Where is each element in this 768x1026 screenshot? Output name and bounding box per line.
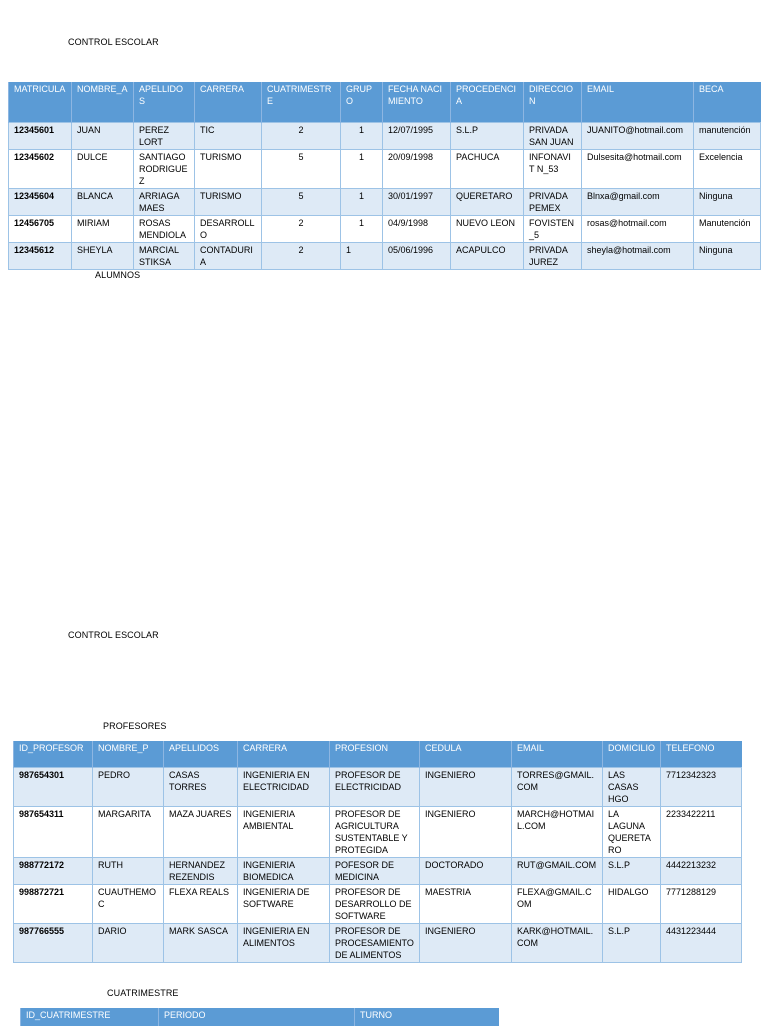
table-row xyxy=(14,924,742,963)
table-cell: PROFESOR DE DESARROLLO DE SOFTWARE xyxy=(330,885,420,924)
col-header-telefono: TELEFONO xyxy=(661,741,742,768)
section-title: CONTROL ESCOLAR xyxy=(68,630,159,640)
col-header-grupo: GRUPO xyxy=(341,82,383,123)
table-row xyxy=(9,243,761,270)
table-cell: CONTADURIA xyxy=(195,243,262,270)
table-cell: POFESOR DE MEDICINA xyxy=(330,858,420,885)
table-cell: ACAPULCO xyxy=(451,243,524,270)
col-header-email: EMAIL xyxy=(512,741,603,768)
table-cell: PROFESOR DE PROCESAMIENTO DE ALIMENTOS xyxy=(330,924,420,963)
table-cell: BLANCA xyxy=(72,189,134,216)
table-cell: MARGARITA xyxy=(93,807,164,858)
table-cell: 12345612 xyxy=(9,243,72,270)
table-cell: rosas@hotmail.com xyxy=(582,216,694,243)
table-cell: Blnxa@gmail.com xyxy=(582,189,694,216)
table-row xyxy=(9,216,761,243)
table-cell: 2 xyxy=(262,243,341,270)
table-cell: manutención xyxy=(694,123,761,150)
table-cell: S.L.P xyxy=(603,858,661,885)
col-header-id-profesor: ID_PROFESOR xyxy=(14,741,93,768)
cuatrimestre-caption: CUATRIMESTRE xyxy=(107,988,179,998)
table-cell: PROFESOR DE ELECTRICIDAD xyxy=(330,768,420,807)
table-cell: TIC xyxy=(195,123,262,150)
table-cell: INFONAVIT N_53 xyxy=(524,150,582,189)
table-cell: Excelencia xyxy=(694,150,761,189)
table-cell: JUAN xyxy=(72,123,134,150)
table-cell: INGENIERIA DE SOFTWARE xyxy=(238,885,330,924)
col-header-cuatrimestre: CUATRIMESTRE xyxy=(262,82,341,123)
table-cell: INGENIERO xyxy=(420,768,512,807)
alumnos-table xyxy=(8,82,761,270)
table-cell: 12345601 xyxy=(9,123,72,150)
table-cell: 1 xyxy=(341,243,383,270)
table-cell: MARCIAL STIKSA xyxy=(134,243,195,270)
table-cell: 20/09/1998 xyxy=(383,150,451,189)
table-cell: SHEYLA xyxy=(72,243,134,270)
col-header-nombre: NOMBRE_P xyxy=(93,741,164,768)
table-cell: MAZA JUARES xyxy=(164,807,238,858)
col-header-carrera: CARRERA xyxy=(238,741,330,768)
table-cell: HIDALGO xyxy=(603,885,661,924)
table-cell: INGENIERO xyxy=(420,924,512,963)
alumnos-header-row xyxy=(9,82,761,123)
col-header-apellidos: APELLIDOS xyxy=(164,741,238,768)
table-cell: MARK SASCA xyxy=(164,924,238,963)
cuatrimestre-header-row xyxy=(21,1008,499,1026)
col-header-apellidos: APELLIDOS xyxy=(134,82,195,123)
table-row xyxy=(14,807,742,858)
table-cell: 4431223444 xyxy=(661,924,742,963)
table-cell: S.L.P xyxy=(603,924,661,963)
col-header-id-cuatrimestre: ID_CUATRIMESTRE xyxy=(21,1008,159,1026)
table-cell: Ninguna xyxy=(694,243,761,270)
table-row xyxy=(14,885,742,924)
table-cell: 998872721 xyxy=(14,885,93,924)
table-cell: KARK@HOTMAIL.COM xyxy=(512,924,603,963)
table-cell: TURISMO xyxy=(195,189,262,216)
table-cell: DULCE xyxy=(72,150,134,189)
table-cell: 5 xyxy=(262,189,341,216)
profesores-caption: PROFESORES xyxy=(103,721,167,731)
col-header-email: EMAIL xyxy=(582,82,694,123)
table-cell: RUT@GMAIL.COM xyxy=(512,858,603,885)
col-header-nombre: NOMBRE_A xyxy=(72,82,134,123)
table-cell: 2233422211 xyxy=(661,807,742,858)
table-cell: QUERETARO xyxy=(451,189,524,216)
table-cell: 4442213232 xyxy=(661,858,742,885)
table-cell: 30/01/1997 xyxy=(383,189,451,216)
table-cell: 1 xyxy=(341,189,383,216)
table-cell: PACHUCA xyxy=(451,150,524,189)
table-cell: MARCH@HOTMAIL.COM xyxy=(512,807,603,858)
table-cell: PRIVADA JUREZ xyxy=(524,243,582,270)
profesores-table xyxy=(13,741,742,963)
table-row xyxy=(9,189,761,216)
table-cell: LAS CASAS HGO xyxy=(603,768,661,807)
table-cell: DESARROLLO xyxy=(195,216,262,243)
table-cell: sheyla@hotmail.com xyxy=(582,243,694,270)
table-cell: PRIVADA SAN JUAN xyxy=(524,123,582,150)
table-cell: INGENIERIA EN ELECTRICIDAD xyxy=(238,768,330,807)
table-cell: NUEVO LEON xyxy=(451,216,524,243)
col-header-matricula: MATRICULA xyxy=(9,82,72,123)
col-header-fecha-nacimiento: FECHA NACIMIENTO xyxy=(383,82,451,123)
table-cell: INGENIERIA AMBIENTAL xyxy=(238,807,330,858)
table-cell: CASAS TORRES xyxy=(164,768,238,807)
document-title: CONTROL ESCOLAR xyxy=(68,37,159,47)
table-cell: 987654301 xyxy=(14,768,93,807)
table-cell: FLEXA REALS xyxy=(164,885,238,924)
table-cell: 1 xyxy=(341,123,383,150)
table-cell: JUANITO@hotmail.com xyxy=(582,123,694,150)
table-cell: ROSAS MENDIOLA xyxy=(134,216,195,243)
table-cell: DARIO xyxy=(93,924,164,963)
col-header-periodo: PERIODO xyxy=(159,1008,355,1026)
table-cell: 2 xyxy=(262,216,341,243)
table-cell: 12/07/1995 xyxy=(383,123,451,150)
table-cell: INGENIERO xyxy=(420,807,512,858)
table-cell: TORRES@GMAIL.COM xyxy=(512,768,603,807)
table-cell: 2 xyxy=(262,123,341,150)
table-cell: 1 xyxy=(341,216,383,243)
table-cell: 12345604 xyxy=(9,189,72,216)
col-header-domicilio: DOMICILIO xyxy=(603,741,661,768)
col-header-cedula: CEDULA xyxy=(420,741,512,768)
table-cell: Ninguna xyxy=(694,189,761,216)
table-row xyxy=(14,858,742,885)
table-cell: PRIVADA PEMEX xyxy=(524,189,582,216)
table-cell: SANTIAGO RODRIGUEZ xyxy=(134,150,195,189)
table-cell: FOVISTEN_5 xyxy=(524,216,582,243)
col-header-direccion: DIRECCION xyxy=(524,82,582,123)
table-cell: 5 xyxy=(262,150,341,189)
table-cell: MAESTRIA xyxy=(420,885,512,924)
table-cell: HERNANDEZ REZENDIS xyxy=(164,858,238,885)
table-cell: PROFESOR DE AGRICULTURA SUSTENTABLE Y PROTEGIDA xyxy=(330,807,420,858)
cuatrimestre-table xyxy=(20,1008,499,1026)
table-cell: 988772172 xyxy=(14,858,93,885)
table-cell: S.L.P xyxy=(451,123,524,150)
col-header-carrera: CARRERA xyxy=(195,82,262,123)
table-row xyxy=(9,150,761,189)
table-cell: MIRIAM xyxy=(72,216,134,243)
table-cell: 12345602 xyxy=(9,150,72,189)
table-cell: LA LAGUNA QUERETARO xyxy=(603,807,661,858)
table-cell: 05/06/1996 xyxy=(383,243,451,270)
table-cell: PEREZ LORT xyxy=(134,123,195,150)
table-cell: 987766555 xyxy=(14,924,93,963)
profesores-header-row xyxy=(14,741,742,768)
table-row xyxy=(14,768,742,807)
table-cell: RUTH xyxy=(93,858,164,885)
table-row xyxy=(9,123,761,150)
table-cell: 1 xyxy=(341,150,383,189)
table-cell: 12456705 xyxy=(9,216,72,243)
table-cell: Manutención xyxy=(694,216,761,243)
col-header-profesion: PROFESION xyxy=(330,741,420,768)
table-cell: INGENIERIA BIOMEDICA xyxy=(238,858,330,885)
table-cell: Dulsesita@hotmail.com xyxy=(582,150,694,189)
col-header-turno: TURNO xyxy=(355,1008,499,1026)
table-cell: ARRIAGA MAES xyxy=(134,189,195,216)
alumnos-caption: ALUMNOS xyxy=(95,270,141,280)
table-cell: DOCTORADO xyxy=(420,858,512,885)
table-cell: TURISMO xyxy=(195,150,262,189)
table-cell: 7712342323 xyxy=(661,768,742,807)
table-cell: 7771288129 xyxy=(661,885,742,924)
table-cell: 04/9/1998 xyxy=(383,216,451,243)
table-cell: PEDRO xyxy=(93,768,164,807)
col-header-beca: BECA xyxy=(694,82,761,123)
table-cell: FLEXA@GMAIL.COM xyxy=(512,885,603,924)
table-cell: CUAUTHEMOC xyxy=(93,885,164,924)
table-cell: 987654311 xyxy=(14,807,93,858)
col-header-procedencia: PROCEDENCIA xyxy=(451,82,524,123)
table-cell: INGENIERIA EN ALIMENTOS xyxy=(238,924,330,963)
